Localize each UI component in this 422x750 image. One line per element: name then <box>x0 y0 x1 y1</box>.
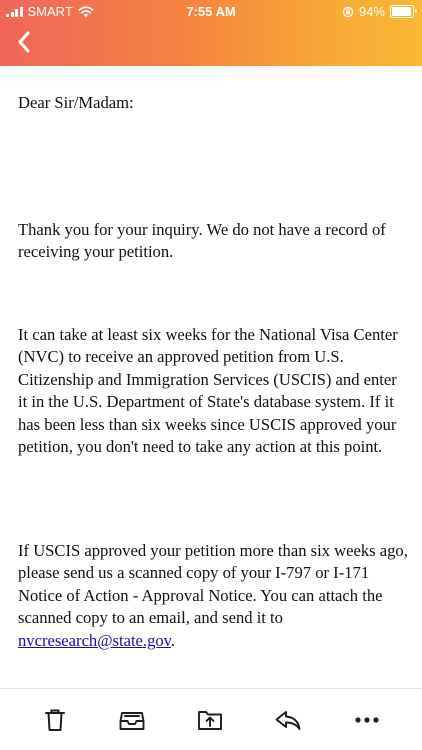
paragraph-3-text: If USCIS approved your petition more than six weeks ago, please send us a scanned copy of your I-797 or I-171 Notice of Action - Approval Notice. You can attach the scanned copy to an email, and send it to <box>18 541 408 628</box>
message-paragraph-3 <box>18 540 410 652</box>
move-to-folder-button[interactable] <box>195 705 225 735</box>
back-button[interactable] <box>10 28 38 56</box>
orientation-lock-icon <box>342 6 354 18</box>
more-options-button[interactable] <box>352 705 382 735</box>
more-icon <box>354 716 380 724</box>
status-time: 7:55 AM <box>186 4 236 19</box>
delete-button[interactable] <box>40 705 70 735</box>
paragraph-3-end: . <box>170 630 176 650</box>
chevron-left-icon <box>16 30 32 54</box>
archive-icon <box>119 709 145 731</box>
battery-percent: 94% <box>358 4 385 19</box>
status-bar <box>0 0 422 22</box>
move-icon <box>197 709 223 731</box>
reply-icon <box>274 709 302 731</box>
header-bar <box>0 0 422 66</box>
email-link[interactable]: nvcresearch@state.gov <box>18 630 171 650</box>
salutation: Dear Sir/Madam: <box>18 93 134 112</box>
bottom-toolbar <box>0 689 422 750</box>
carrier-name: SMART <box>27 4 73 19</box>
message-paragraph-1: Thank you for your inquiry. We do not have a record of receiving your petition. <box>18 220 386 262</box>
reply-button[interactable] <box>273 705 303 735</box>
message-paragraph-2: It can take at least six weeks for the National Visa Center (NVC) to receive an approved petition from U.S. Citizenship and Immigration Services (USCIS) and enter it in the U.S. Department of State's database system. If it has been less than six weeks since USCIS approved your petition, you don't need to take any action at this point. <box>18 325 398 457</box>
battery-fill <box>392 7 411 16</box>
archive-button[interactable] <box>117 705 147 735</box>
status-right <box>342 4 414 19</box>
battery-icon <box>390 5 414 18</box>
trash-icon <box>44 708 66 732</box>
